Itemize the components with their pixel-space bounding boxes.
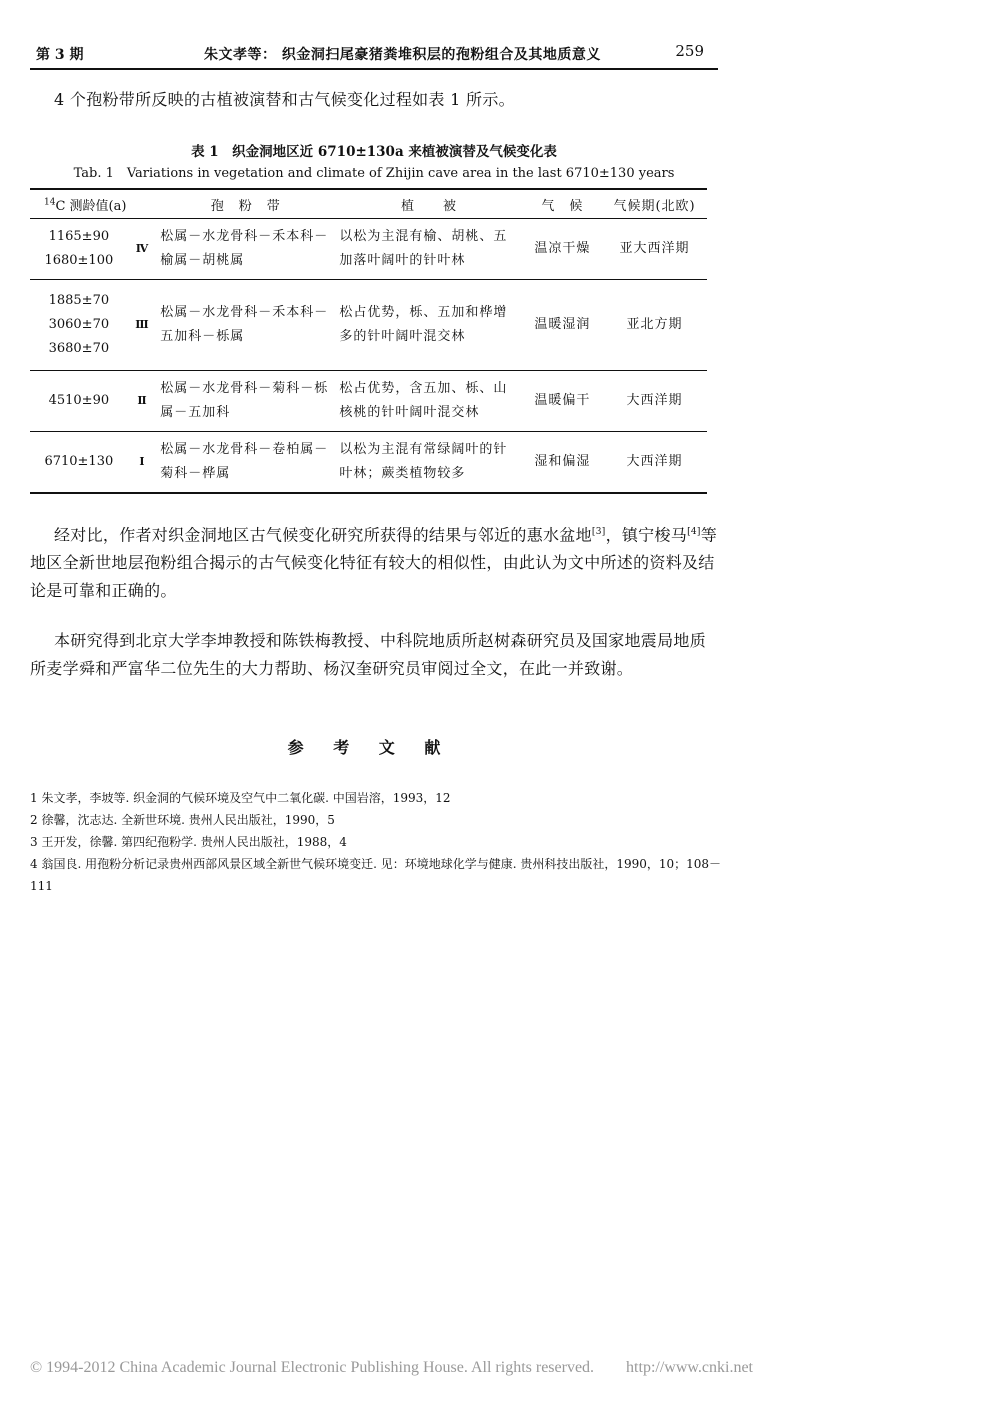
header-vegetation: 植 被: [335, 189, 522, 219]
zone-cell: Ⅰ: [128, 432, 157, 493]
table-row: [30, 432, 707, 493]
table-caption-en: Tab. 1 Variations in vegetation and climate of Zhijin cave area in the last 6710±130 years: [73, 166, 675, 181]
climate-cell: 温暖湿润: [523, 280, 602, 371]
age-cell: 4510±90: [30, 371, 128, 432]
intro-paragraph: 4 个孢粉带所反映的古植被演替和古气候变化过程如表 1 所示。: [54, 90, 515, 109]
page-number: 259: [675, 42, 704, 60]
climate-cell: 湿和偏湿: [523, 432, 602, 493]
age-cell: 1885±70 3060±70 3680±70: [30, 280, 128, 371]
table-row: [30, 371, 707, 432]
zone-cell: Ⅱ: [128, 371, 157, 432]
climate-cell: 温暖偏干: [523, 371, 602, 432]
table-caption-cn: 表 1 织金洞地区近 6710±130a 来植被演替及气候变化表: [191, 144, 557, 160]
table-row: [30, 219, 707, 280]
period-cell: 亚大西洋期: [602, 219, 707, 280]
reference-item: 1 朱文孝，李坡等. 织金洞的气候环境及空气中二氧化碳. 中国岩溶，1993，12: [30, 791, 451, 805]
vegetation-cell: 以松为主混有榆、胡桃、五加落叶阔叶的针叶林: [335, 219, 522, 280]
climate-cell: 温凉干燥: [523, 219, 602, 280]
table-header-row: [30, 189, 707, 219]
pollen-cell: 松属－水龙骨科－禾本科－榆属－胡桃属: [156, 219, 335, 280]
age-cell: 1165±90 1680±100: [30, 219, 128, 280]
period-cell: 大西洋期: [602, 432, 707, 493]
pollen-cell: 松属－水龙骨科－禾本科－五加科－栎属: [156, 280, 335, 371]
reference-item: 3 王开发，徐馨. 第四纪孢粉学. 贵州人民出版社，1988，4: [30, 835, 347, 849]
reference-item: 2 徐馨，沈志达. 全新世环境. 贵州人民出版社，1990，5: [30, 813, 335, 827]
period-cell: 亚北方期: [602, 280, 707, 371]
zone-cell: Ⅳ: [128, 219, 157, 280]
age-cell: 6710±130: [30, 432, 128, 493]
references-list: [30, 787, 730, 897]
header-pollen: 孢 粉 带: [156, 189, 335, 219]
period-cell: 大西洋期: [602, 371, 707, 432]
pollen-cell: 松属－水龙骨科－卷柏属－菊科－桦属: [156, 432, 335, 493]
header-climate: 气 候: [523, 189, 602, 219]
citation-4[interactable]: [4]: [687, 527, 701, 537]
acknowledgement-paragraph: 本研究得到北京大学李坤教授和陈铁梅教授、中科院地质所赵树森研究员及国家地震局地质所麦学舜和严富华二位先生的大力帮助、杨汉奎研究员审阅过全文，在此一并致谢。: [30, 631, 707, 678]
zone-cell: Ⅲ: [128, 280, 157, 371]
header-period: 气候期(北欧): [602, 189, 707, 219]
vegetation-cell: 以松为主混有常绿阔叶的针叶林；蕨类植物较多: [335, 432, 522, 493]
running-title: 朱文孝等： 织金洞扫尾豪猪粪堆积层的孢粉组合及其地质意义: [204, 47, 601, 63]
vegetation-cell: 松占优势，栎、五加和桦增多的针叶阔叶混交林: [335, 280, 522, 371]
issue-label: 第 3 期: [36, 47, 84, 63]
references-title: 参 考 文 献: [287, 738, 453, 757]
reference-item: 4 翁国良. 用孢粉分析记录贵州西部风景区域全新世气候环境变迁. 见：环境地球化学与健康. 贵州科技出版社，1990，10；108－111: [30, 857, 722, 893]
header-age: $^{14}$C 测龄值(a): [30, 189, 156, 219]
copyright-footer: © 1994-2012 China Academic Journal Electronic Publishing House. All rights reserved. http://www.cnki.net: [30, 1359, 754, 1376]
pollen-cell: 松属－水龙骨科－菊科－栎属－五加科: [156, 371, 335, 432]
running-header: [30, 40, 718, 70]
vegetation-climate-table: [30, 188, 707, 494]
vegetation-cell: 松占优势，含五加、栎、山核桃的针叶阔叶混交林: [335, 371, 522, 432]
comparison-paragraph: 经对比，作者对织金洞地区古气候变化研究所获得的结果与邻近的惠水盆地[3]，镇宁梭马[4]等地区全新世地层孢粉组合揭示的古气候变化特征有较大的相似性，由此认为文中所述的资料及结论是可靠和正确的。: [30, 525, 718, 601]
table-row: [30, 280, 707, 371]
citation-3[interactable]: [3]: [591, 527, 606, 537]
